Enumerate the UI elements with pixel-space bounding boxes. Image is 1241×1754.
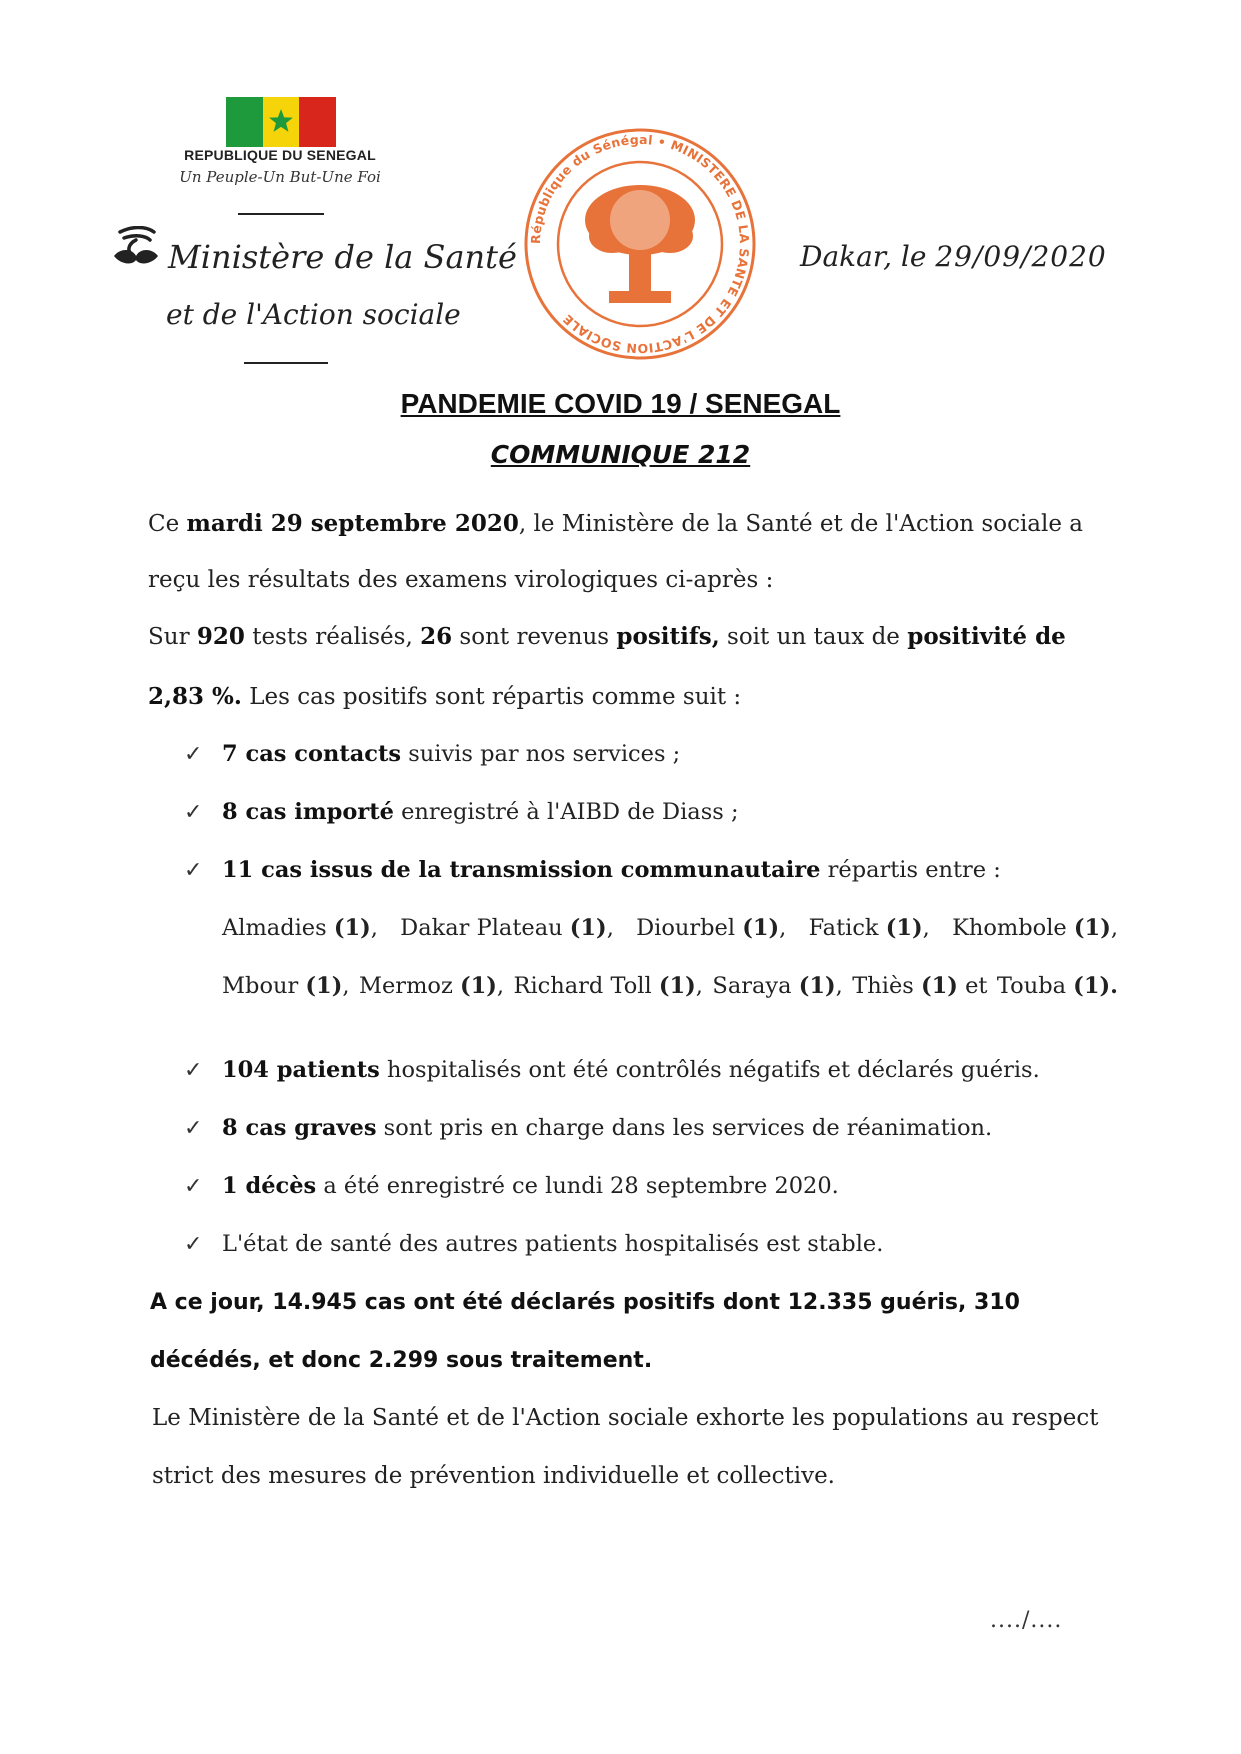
header-divider-bottom bbox=[244, 362, 328, 364]
status-item-recovered: 104 patients hospitalisés ont été contrôlés négatifs et déclarés guéris. bbox=[222, 1057, 1040, 1083]
flag-band-green bbox=[226, 97, 263, 147]
status-item-stable: L'état de santé des autres patients hospitalisés est stable. bbox=[222, 1231, 884, 1257]
localities-line-2 bbox=[222, 973, 1118, 999]
republic-name: REPUBLIQUE DU SENEGAL bbox=[184, 147, 376, 163]
closing-line-2: strict des mesures de prévention individuelle et collective. bbox=[152, 1463, 835, 1489]
summary-line-1 bbox=[150, 1290, 1110, 1315]
locality: Thiès (1) et bbox=[852, 973, 988, 999]
case-item-imported: 8 cas importé enregistré à l'AIBD de Diass ; bbox=[222, 799, 739, 825]
document-date: 29/09/2020 bbox=[935, 240, 1107, 273]
checkmark-icon: ✓ bbox=[184, 858, 203, 883]
locality: Touba (1). bbox=[996, 973, 1118, 999]
summary-line-2: décédés, et donc 2.299 sous traitement. bbox=[150, 1348, 653, 1373]
locality: Fatick (1), bbox=[808, 915, 930, 941]
ministry-name-line1: Ministère de la Santé bbox=[168, 238, 517, 276]
checkmark-icon: ✓ bbox=[184, 1174, 203, 1199]
ministry-logo-icon bbox=[110, 226, 162, 270]
star-icon bbox=[268, 108, 294, 134]
intro-line-2: reçu les résultats des examens virologiques ci-après : bbox=[148, 567, 774, 593]
intro-text: Ce mardi 29 septembre 2020, le Ministère de la Santé et de l'Action sociale a bbox=[148, 510, 1084, 537]
locality: Mbour (1), bbox=[222, 973, 350, 999]
locality: Richard Toll (1), bbox=[513, 973, 703, 999]
checkmark-icon: ✓ bbox=[184, 1232, 203, 1257]
checkmark-icon: ✓ bbox=[184, 1116, 203, 1141]
case-item-contacts: 7 cas contacts suivis par nos services ; bbox=[222, 741, 681, 767]
flag-band-red bbox=[299, 97, 336, 147]
ministry-name-line2: et de l'Action sociale bbox=[166, 298, 461, 331]
seal-text: République du Sénégal • MINISTERE DE LA SANTE ET DE L'ACTION SOCIALE bbox=[527, 131, 753, 357]
official-seal-stamp bbox=[520, 124, 760, 364]
locality: Diourbel (1), bbox=[636, 915, 787, 941]
localities-line-1 bbox=[222, 915, 1118, 941]
dateline bbox=[800, 240, 1107, 273]
locality: Mermoz (1), bbox=[358, 973, 505, 999]
dateline-prefix: Dakar, le bbox=[800, 240, 927, 273]
page-title: PANDEMIE COVID 19 / SENEGAL bbox=[400, 388, 841, 419]
senegal-flag bbox=[226, 97, 336, 147]
checkmark-icon: ✓ bbox=[184, 742, 203, 767]
status-item-deaths: 1 décès a été enregistré ce lundi 28 septembre 2020. bbox=[222, 1173, 839, 1199]
page-continuation-mark: ..../.... bbox=[990, 1608, 1063, 1633]
tests-line-2: 2,83 %. Les cas positifs sont répartis comme suit : bbox=[148, 683, 742, 710]
status-item-severe: 8 cas graves sont pris en charge dans les services de réanimation. bbox=[222, 1115, 993, 1141]
national-motto: Un Peuple-Un But-Une Foi bbox=[179, 168, 381, 186]
header-divider-top bbox=[238, 213, 324, 215]
communique-number: COMMUNIQUE 212 bbox=[490, 440, 751, 469]
summary-text: A ce jour, 14.945 cas ont été déclarés positifs dont 12.335 guéris, 310 bbox=[150, 1290, 1020, 1315]
locality: Almadies (1), bbox=[222, 915, 378, 941]
checkmark-icon: ✓ bbox=[184, 1058, 203, 1083]
positivity-rate: 2,83 %. bbox=[148, 683, 242, 710]
closing-line-1: Le Ministère de la Santé et de l'Action sociale exhorte les populations au respect bbox=[152, 1405, 1099, 1431]
locality: Khombole (1), bbox=[952, 915, 1118, 941]
locality: Saraya (1), bbox=[712, 973, 843, 999]
locality: Dakar Plateau (1), bbox=[400, 915, 614, 941]
case-item-community: 11 cas issus de la transmission communautaire répartis entre : bbox=[222, 857, 1001, 883]
intro-line-1 bbox=[148, 510, 1108, 537]
checkmark-icon: ✓ bbox=[184, 800, 203, 825]
tests-line-1: Sur 920 tests réalisés, 26 sont revenus positifs, soit un taux de positivité de bbox=[148, 623, 1066, 650]
